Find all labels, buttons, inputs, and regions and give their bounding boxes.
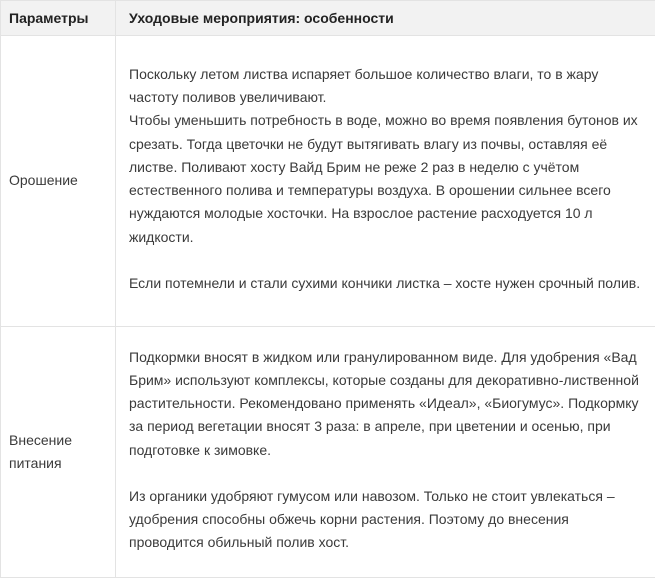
table-body — [1, 36, 655, 578]
header-care-features: Уходовые мероприятия: особенности — [116, 1, 655, 36]
header-row — [1, 1, 655, 36]
row-content-watering — [116, 36, 655, 327]
paragraph: Чтобы уменьшить потребность в воде, можно во время появления бутонов их срезать. Тогда цветочки не будут вытягивать влагу из почвы, оставляя её листве. Поливают хосту Вайд Брим не реже 2 раз в неделю с учётом естественного полива и температуры воздуха. В орошении сильнее всего нуждаются молодые хосточки. На взрослое растение расходуется 10 л жидкости. — [129, 109, 645, 248]
paragraph: Из органики удобряют гумусом или навозом. Только не стоит увлекаться – удобрения способны обжечь корни растения. Поэтому до внесения проводится обильный полив хост. — [129, 485, 645, 555]
table-row — [1, 36, 655, 327]
row-param-feeding: Внесение питания — [1, 327, 116, 578]
table-row — [1, 327, 655, 578]
row-param-watering: Орошение — [1, 36, 116, 327]
paragraph: Подкормки вносят в жидком или гранулированном виде. Для удобрения «Вад Брим» используют комплексы, которые созданы для декоративно-лиственной растительности. Рекомендовано применять «Идеал», «Биогумус». Подкормку за период вегетации вносят 3 раза: в апреле, при цветении и осенью, при подготовке к зимовке. — [129, 346, 645, 462]
header-parameters: Параметры — [1, 1, 116, 36]
paragraph: Если потемнели и стали сухими кончики листка – хосте нужен срочный полив. — [129, 272, 645, 295]
row-content-feeding — [116, 327, 655, 578]
paragraph: Поскольку летом листва испаряет большое количество влаги, то в жару частоту поливов увеличивают. — [129, 63, 645, 109]
table-header — [1, 1, 655, 36]
